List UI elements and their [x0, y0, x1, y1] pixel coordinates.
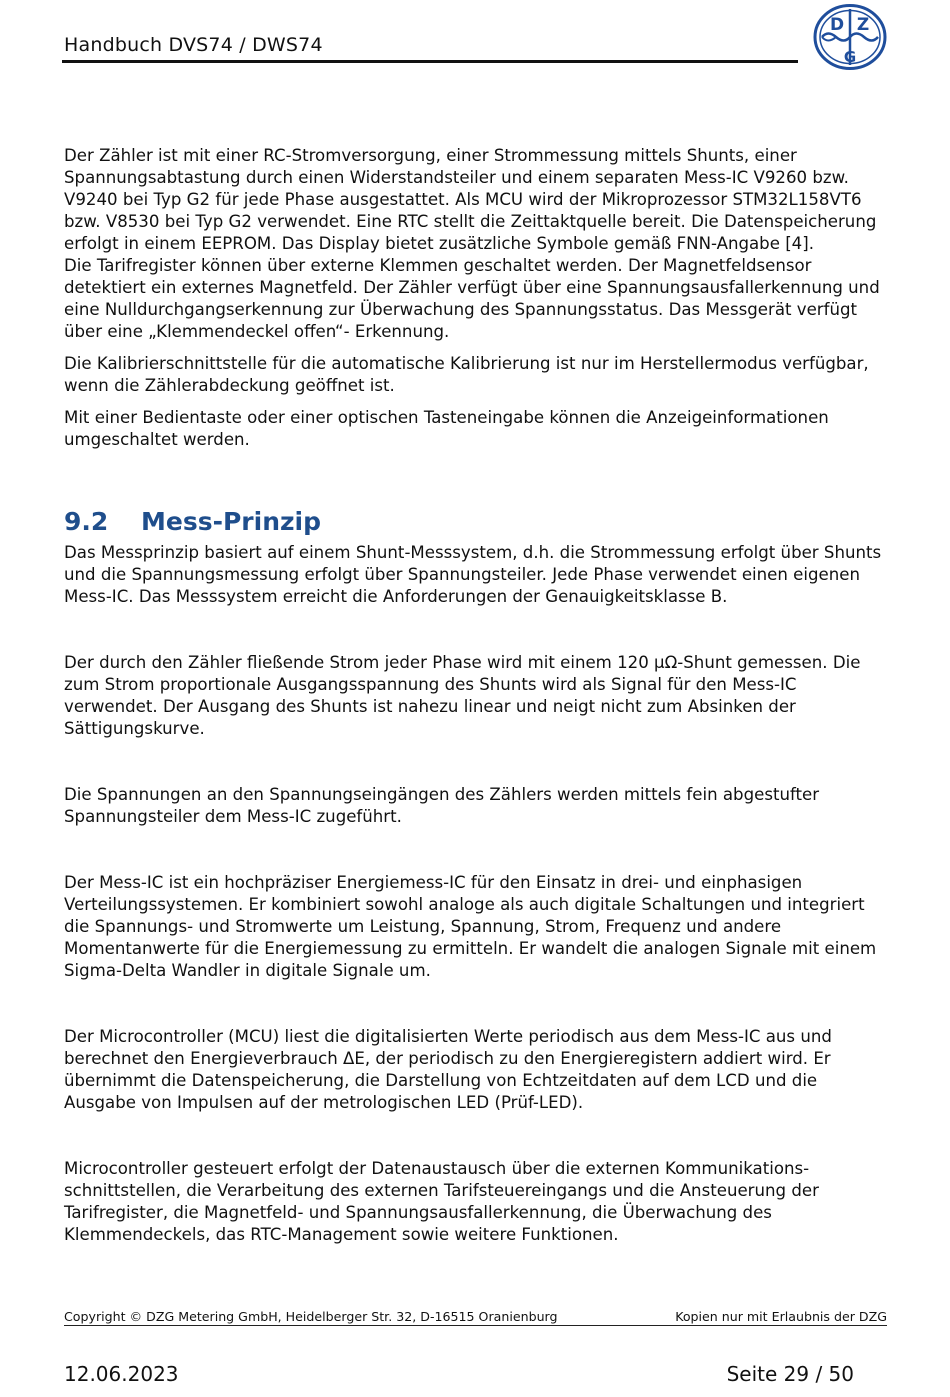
- section-paragraph-4: Der Mess-IC ist ein hochpräziser Energiemess-IC für den Einsatz in drei- und einphasigen Verteilungssystemen. Er kombiniert sowohl analoge als auch digitale Schaltungen und integriert die Spannungs- und Stromwerte um Leistung, Spannung, Strom, Frequenz und andere Momentanwerte für die Energiemessung zu ermitteln. Er wandelt die analogen Signale mit einem Sigma-Delta Wandler in digitale Signale um.: [64, 873, 877, 980]
- intro-paragraph-3: Die Kalibrierschnittstelle für die automatische Kalibrierung ist nur im Herstellermodus verfügbar, wenn die Zählerabdeckung geöffnet ist.: [64, 354, 869, 395]
- dzg-logo-icon: [812, 3, 888, 71]
- section-paragraph-1: Das Messprinzip basiert auf einem Shunt-Messsystem, d.h. die Strommessung erfolgt über Shunts und die Spannungsmessung erfolgt über Spannungsteiler. Jede Phase verwendet einen eigenen Mess-IC. Das Messsystem erreicht die Anforderungen der Genauigkeitsklasse B.: [64, 543, 882, 606]
- intro-paragraph-2: Die Tarifregister können über externe Klemmen geschaltet werden. Der Magnetfeldsensor detektiert ein externes Magnetfeld. Der Zähler verfügt über eine Spannungsausfallerkennung und eine Nulldurchgangserkennung zur Überwachung des Spannungsstatus. Das Messgerät verfügt über eine „Klemmendeckel offen“- Erkennung.: [64, 256, 880, 341]
- document-title: Handbuch DVS74 / DWS74: [64, 34, 323, 56]
- section-title: Mess-Prinzip: [141, 507, 322, 536]
- page-number: Seite 29 / 50: [726, 1362, 854, 1386]
- logo-letter-g: G: [843, 48, 857, 66]
- intro-paragraph-4: Mit einer Bedientaste oder einer optischen Tasteneingabe können die Anzeigeinformationen umgeschaltet werden.: [64, 408, 829, 449]
- section-paragraph-6: Microcontroller gesteuert erfolgt der Datenaustausch über die externen Kommunikations-schnittstellen, die Verarbeitung des externen Tarifsteuereingangs und die Ansteuerung der Tarifregister, die Magnetfeld- und Spannungsausfallerkennung, die Überwachung des Klemmendeckels, das RTC-Management sowie weitere Funktionen.: [64, 1159, 819, 1244]
- footer-copyright: Copyright © DZG Metering GmbH, Heidelberger Str. 32, D-16515 Oranienburg: [64, 1309, 558, 1324]
- section-paragraph-5: Der Microcontroller (MCU) liest die digitalisierten Werte periodisch aus dem Mess-IC aus und berechnet den Energieverbrauch ΔE, der periodisch zu den Energieregistern addiert wird. Er übernimmt die Datenspeicherung, die Darstellung von Echtzeitdaten auf dem LCD und die Ausgabe von Impulsen auf der metrologischen LED (Prüf-LED).: [64, 1027, 832, 1112]
- section-paragraph-2: Der durch den Zähler fließende Strom jeder Phase wird mit einem 120 µΩ-Shunt gemessen. Die zum Strom proportionale Ausgangsspannung des Shunts wird als Signal für den Mess-IC verwendet. Der Ausgang des Shunts ist nahezu linear und neigt nicht zum Absinken der Sättigungskurve.: [64, 653, 861, 738]
- section-number: 9.2: [64, 507, 109, 536]
- page-content: [64, 145, 889, 1246]
- section-paragraph-3: Die Spannungen an den Spannungseingängen des Zählers werden mittels fein abgestufter Spannungsteiler dem Mess-IC zugeführt.: [64, 785, 820, 826]
- logo-letter-z: Z: [856, 15, 870, 35]
- logo-letter-d: D: [829, 15, 845, 35]
- section-heading: [64, 507, 889, 537]
- footer-copyright-line: [64, 1309, 887, 1326]
- header-divider: [62, 60, 798, 63]
- intro-paragraph-1: Der Zähler ist mit einer RC-Stromversorgung, einer Strommessung mittels Shunts, einer Spannungsabtastung durch einen Widerstandsteiler und einem separaten Mess-IC V9260 bzw. V9240 bei Typ G2 für jede Phase ausgestattet. Als MCU wird der Mikroprozessor STM32L158VT6 bzw. V8530 bei Typ G2 verwendet. Eine RTC stellt die Zeittaktquelle bereit. Die Datenspeicherung erfolgt in einem EEPROM. Das Display bietet zusätzliche Symbole gemäß FNN-Angabe [4].: [64, 146, 877, 253]
- footer-copy-notice: Kopien nur mit Erlaubnis der DZG: [675, 1309, 887, 1324]
- footer-date: 12.06.2023: [64, 1362, 179, 1386]
